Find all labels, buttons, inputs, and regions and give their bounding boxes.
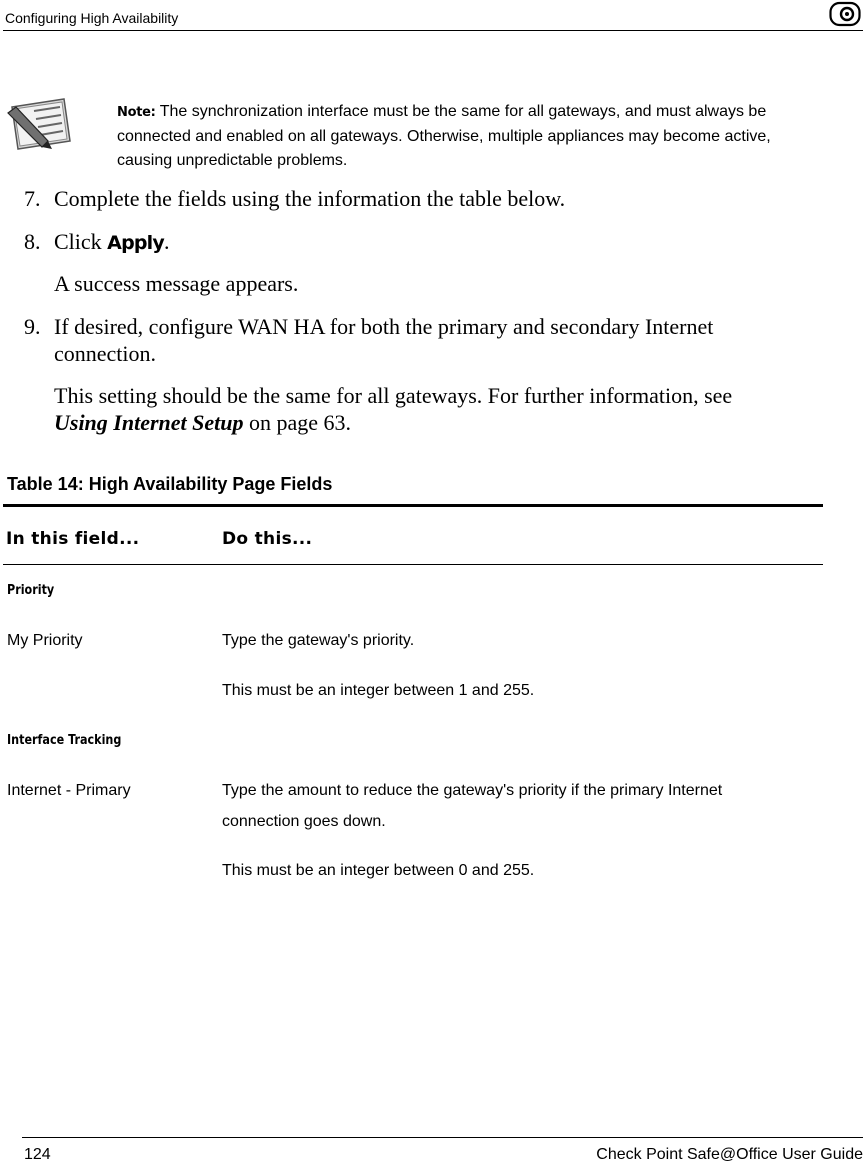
field-internet-primary-description-line-2: connection goes down. (222, 813, 386, 830)
group-title-interface-tracking: Interface Tracking (7, 733, 122, 748)
step-8-number: 8. (24, 229, 41, 254)
page-number: 124 (24, 1146, 51, 1163)
step-9-line-1: If desired, configure WAN HA for both the primary and secondary Internet (54, 314, 714, 339)
step-7-number: 7. (24, 186, 41, 211)
column-header-field: In this field... (6, 529, 140, 549)
note-body: The synchronization interface must be the same for all gateways, and must always be connected and enabled on all gateways. Otherwise, multiple appliances may become active, causing unpredictable problems. (117, 103, 771, 169)
table-header-rule (3, 564, 823, 565)
group-title-priority: Priority (7, 583, 55, 598)
guide-title: Check Point Safe@Office User Guide (596, 1146, 863, 1163)
field-internet-primary: Internet - Primary (7, 782, 131, 799)
step-9-line-2: connection. (54, 341, 157, 366)
footer-divider (22, 1137, 863, 1138)
table-caption: Table 14: High Availability Page Fields (7, 474, 333, 494)
header-divider (3, 30, 863, 31)
using-internet-setup-link[interactable]: Using Internet Setup (54, 410, 244, 435)
table-top-rule (3, 504, 823, 507)
step-9-page-ref: on page 63. (243, 410, 352, 435)
check-point-logo-icon (829, 1, 861, 27)
step-9-para-line-2 (54, 409, 834, 437)
step-8-suffix: . (163, 229, 170, 254)
step-9-number: 9. (24, 314, 41, 339)
step-8-prefix: Click (54, 229, 108, 254)
field-internet-primary-note: This must be an integer between 0 and 255. (222, 862, 535, 879)
step-8-result: A success message appears. (54, 271, 299, 296)
step-7-text: Complete the fields using the information the table below. (54, 186, 566, 211)
field-my-priority-description: Type the gateway's priority. (222, 632, 415, 649)
note-paragraph (117, 100, 817, 173)
field-internet-primary-description-line-1: Type the amount to reduce the gateway's priority if the primary Internet (222, 782, 723, 799)
note-pencil-icon (4, 95, 74, 153)
running-header-title: Configuring High Availability (5, 10, 179, 26)
step-8-text (54, 228, 834, 257)
column-header-action: Do this... (222, 529, 313, 549)
field-my-priority-note: This must be an integer between 1 and 255. (222, 682, 535, 699)
apply-ui-term: Apply (107, 232, 164, 254)
step-9-para-line-1: This setting should be the same for all gateways. For further information, see (54, 383, 733, 408)
field-my-priority: My Priority (7, 632, 83, 649)
note-label: Note: (117, 105, 156, 120)
